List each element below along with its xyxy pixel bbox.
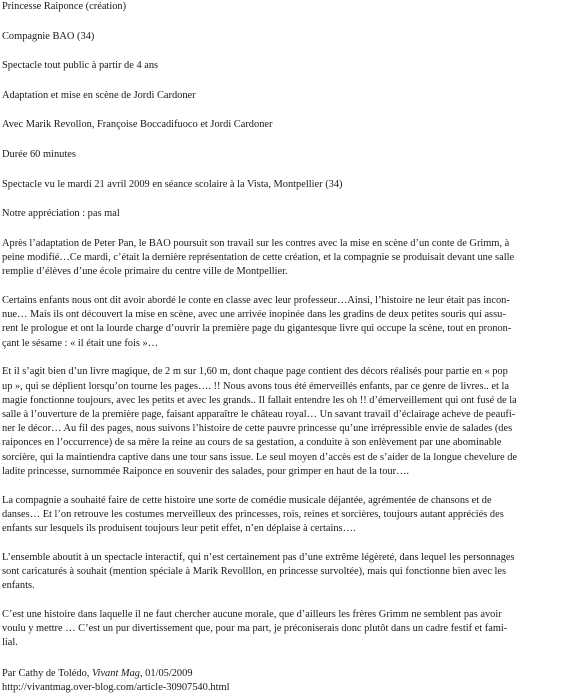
paragraph-conclusion [2, 608, 575, 651]
paragraph-line: sont caricaturés à souhait (mention spéciale à Marik Revolllon, en princesse survoltée), mais qui fonctionne bien avec les [2, 565, 507, 577]
paragraph-line: Après l’adaptation de Peter Pan, le BAO poursuit son travail sur les contres avec la mise en scène d’un conte de Grimm, à [2, 237, 510, 249]
adaptation-line: Adaptation et mise en scène de Jordi Cardoner [2, 89, 196, 101]
paragraph-line: up », qui se déplient lorsqu’on tourne les pages…. !! Nous avons tous été émerveillés enfants, par ce genre de livres.. et la [2, 380, 509, 392]
paragraph-line: remplie d’élèves d’une école primaire du centre ville de Montpellier. [2, 266, 288, 278]
paragraph-children [2, 294, 575, 351]
paragraph-interactive [2, 551, 575, 594]
paragraph-line: lial. [2, 637, 18, 649]
duration-line: Durée 60 minutes [2, 148, 76, 160]
paragraph-line: salle à l’ouverture de la première page, faisant apparaître le château royal… Un savant travail d’éclairage acheve de peaufi- [2, 408, 516, 420]
paragraph-line: raiponces en l’occurrence) de sa mère la reine au cours de sa gestation, a conduite à son enlèvement par une abominable [2, 437, 502, 449]
paragraph-line: çant le sésame : « il était une fois »… [2, 337, 159, 349]
paragraph-line: rent le prologue et ont la lourde charge d’ouvrir la première page du gigantesque livre qui occupe la scène, tout en pronon- [2, 323, 512, 335]
seen-line: Spectacle vu le mardi 21 avril 2009 en séance scolaire à la Vista, Montpellier (34) [2, 178, 343, 190]
paragraph-line: ladite princesse, surnommée Raiponce en souvenir des salades, pour grimper en haut de la tour…. [2, 465, 410, 477]
audience-line: Spectacle tout public à partir de 4 ans [2, 60, 159, 72]
source-url: http://vivantmag.over-blog.com/article-30907540.html [2, 681, 230, 693]
paragraph-line: enfants sur lesquels ils produisent toujours leur petit effet, n’en déplaise à certains…. [2, 522, 356, 534]
paragraph-line: enfants. [2, 580, 35, 592]
show-title: Princesse Raiponce (création) [2, 1, 127, 12]
paragraph-line: C’est une histoire dans laquelle il ne faut chercher aucune morale, que d’ailleurs les frères Grimm ne semblent pas avoir [2, 608, 502, 620]
paragraph-intro [2, 237, 575, 280]
paragraph-line: sorcière, qui la maintiendra captive dans une tour sans issue. Le seul moyen d’accès est de s’aider de la longue chevelure de [2, 451, 518, 463]
rating-line: Notre appréciation : pas mal [2, 208, 120, 220]
paragraph-line: Certains enfants nous ont dit avoir abordé le conte en classe avec leur professeur…Ainsi, l’histoire ne leur était pas incon- [2, 294, 510, 306]
paragraph-line: Et il s’agit bien d’un livre magique, de 2 m sur 1,60 m, dont chaque page contient des décors réalisés pour partie en « pop [2, 366, 508, 378]
paragraph-magic-book [2, 365, 575, 479]
company-line: Compagnie BAO (34) [2, 30, 95, 42]
paragraph-line: nue… Mais ils ont découvert la mise en scène, avec une arrivée inopinée dans les gradins de deux petites souris qui assu- [2, 309, 506, 321]
paragraph-line: voulu y mettre … C’est un pur divertissement que, pour ma part, je préconiserais donc plutôt dans un cadre festif et fami- [2, 623, 508, 635]
author-signature [2, 667, 575, 681]
document-page [2, 0, 575, 695]
paragraph-line: La compagnie a souhaité faire de cette histoire une sorte de comédie musicale déjantée, agrémentée de chansons et de [2, 494, 492, 506]
signature-prefix: Par Cathy de Tolédo, [2, 667, 92, 679]
paragraph-line: magie fonctionne toujours, avec les petits et avec les grands.. Il fallait entendre les oh !! d’émerveillement qui ont fusé de la [2, 394, 517, 406]
paragraph-line: peine modifié…Ce mardi, c’était la dernière représentation de cette création, et la compagnie se produisait devant une salle [2, 251, 515, 263]
paragraph-musical [2, 494, 575, 537]
signature-date: , 01/05/2009 [139, 667, 193, 679]
publication-name: Vivant Mag [91, 667, 140, 679]
paragraph-line: L’ensemble aboutit à un spectacle interactif, qui n’est certainement pas d’une extrême légèreté, dans lequel les personnages [2, 551, 515, 563]
cast-line: Avec Marik Revollon, Françoise Boccadifuoco et Jordi Cardoner [2, 119, 273, 131]
paragraph-line: ner le décor… Au fil des pages, nous suivons l’histoire de cette pauvre princesse qu’une irrépressible envie de salades (des [2, 423, 513, 435]
paragraph-line: danses… Et l’on retrouve les costumes merveilleux des princesses, rois, reines et sorcières, toujours autant appréciés des [2, 508, 504, 520]
